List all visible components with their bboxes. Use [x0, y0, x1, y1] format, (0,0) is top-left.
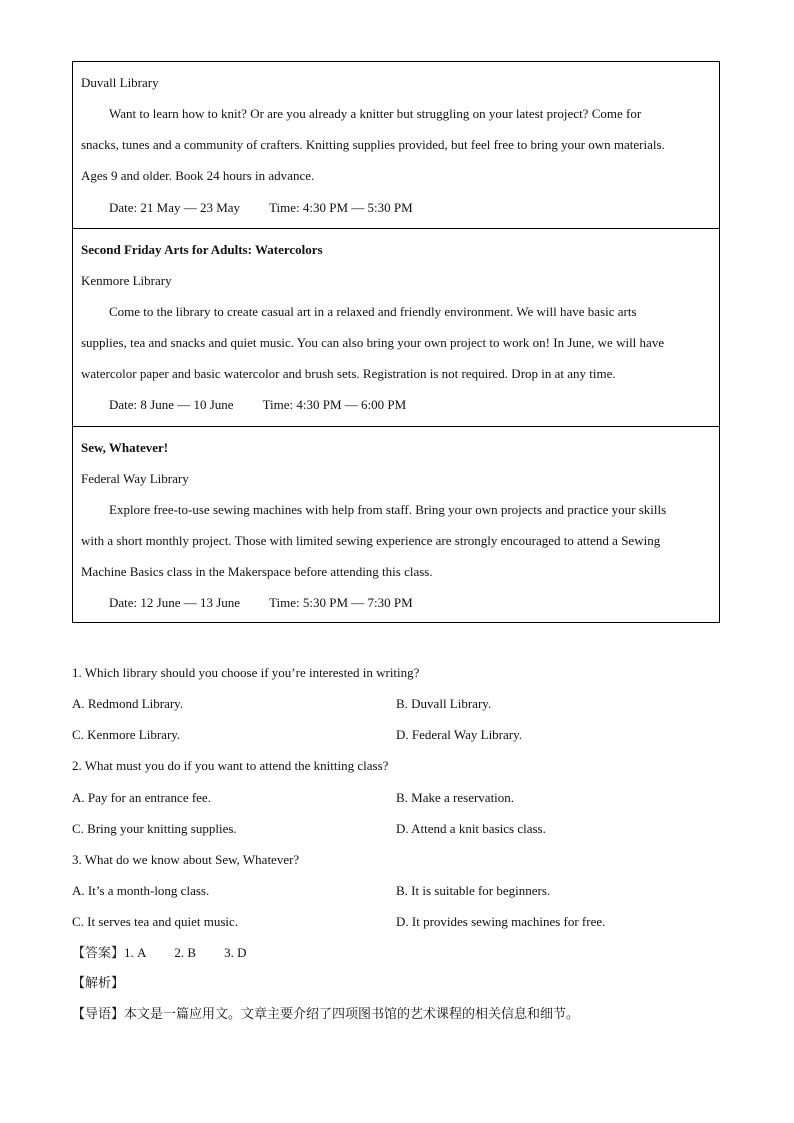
event-kenmore	[73, 229, 719, 427]
answer-2: 2. B	[174, 945, 197, 960]
question-3-option-a: A. It’s a month-long class.	[72, 883, 210, 898]
federal-schedule	[109, 595, 413, 611]
question-1-option-c: C. Kenmore Library.	[72, 727, 181, 742]
answer-label: 【答案】	[72, 946, 125, 961]
duvall-date: Date: 21 May — 23 May	[109, 200, 241, 215]
question-1-option-a: A. Redmond Library.	[72, 696, 184, 711]
question-1-stem: 1. Which library should you choose if you’re interested in writing?	[72, 665, 420, 680]
federal-title: Sew, Whatever!	[81, 440, 169, 455]
federal-library-name: Federal Way Library	[81, 471, 189, 486]
duvall-desc-line-3: Ages 9 and older. Book 24 hours in advance.	[81, 168, 315, 183]
kenmore-library-name: Kenmore Library	[81, 273, 172, 288]
question-3-option-c: C. It serves tea and quiet music.	[72, 914, 239, 929]
federal-desc-line-1: Explore free-to-use sewing machines with help from staff. Bring your own projects and practice your skills	[109, 502, 667, 517]
federal-desc-line-3: Machine Basics class in the Makerspace before attending this class.	[81, 564, 433, 579]
federal-time: Time: 5:30 PM — 7:30 PM	[269, 595, 413, 610]
federal-date: Date: 12 June — 13 June	[109, 595, 241, 610]
events-table	[72, 61, 720, 623]
event-duvall	[73, 62, 719, 229]
answer-3: 3. D	[224, 945, 247, 960]
duvall-desc-line-1: Want to learn how to knit? Or are you already a knitter but struggling on your latest project? Come for	[109, 106, 642, 121]
guide-label: 【导语】	[72, 1007, 125, 1022]
answer-line	[72, 945, 246, 962]
analysis-label: 【解析】	[72, 976, 125, 991]
answer-1: 1. A	[124, 945, 147, 960]
question-2-option-c: C. Bring your knitting supplies.	[72, 821, 237, 836]
kenmore-title: Second Friday Arts for Adults: Watercolors	[81, 242, 323, 257]
duvall-schedule	[109, 200, 413, 216]
guide-text: 本文是一篇应用文。文章主要介绍了四项图书馆的艺术课程的相关信息和细节。	[124, 1007, 580, 1022]
kenmore-time: Time: 4:30 PM — 6:00 PM	[262, 397, 407, 412]
question-1-option-b: B. Duvall Library.	[396, 696, 492, 711]
question-3-option-b: B. It is suitable for beginners.	[396, 883, 551, 898]
question-2-stem: 2. What must you do if you want to attend the knitting class?	[72, 758, 389, 773]
question-3-stem: 3. What do we know about Sew, Whatever?	[72, 852, 300, 867]
question-2-option-d: D. Attend a knit basics class.	[396, 821, 546, 836]
question-3-option-d: D. It provides sewing machines for free.	[396, 914, 606, 929]
question-1-option-d: D. Federal Way Library.	[396, 727, 523, 742]
question-2-option-b: B. Make a reservation.	[396, 790, 515, 805]
federal-desc-line-2: with a short monthly project. Those with limited sewing experience are strongly encouraged to attend a Sewing	[81, 533, 661, 548]
duvall-library-name: Duvall Library	[81, 75, 159, 90]
kenmore-date: Date: 8 June — 10 June	[109, 397, 234, 412]
duvall-time: Time: 4:30 PM — 5:30 PM	[269, 200, 413, 215]
kenmore-desc-line-3: watercolor paper and basic watercolor and brush sets. Registration is not required. Drop in at any time.	[81, 366, 616, 381]
question-2-option-a: A. Pay for an entrance fee.	[72, 790, 211, 805]
duvall-desc-line-2: snacks, tunes and a community of crafters. Knitting supplies provided, but feel free to bring your own materials.	[81, 137, 665, 152]
kenmore-desc-line-1: Come to the library to create casual art in a relaxed and friendly environment. We will have basic arts	[109, 304, 637, 319]
guide-line	[72, 1007, 579, 1023]
event-federal-way	[73, 427, 719, 623]
kenmore-desc-line-2: supplies, tea and snacks and quiet music. You can also bring your own project to work on! In June, we will have	[81, 335, 665, 350]
kenmore-schedule	[109, 397, 406, 413]
